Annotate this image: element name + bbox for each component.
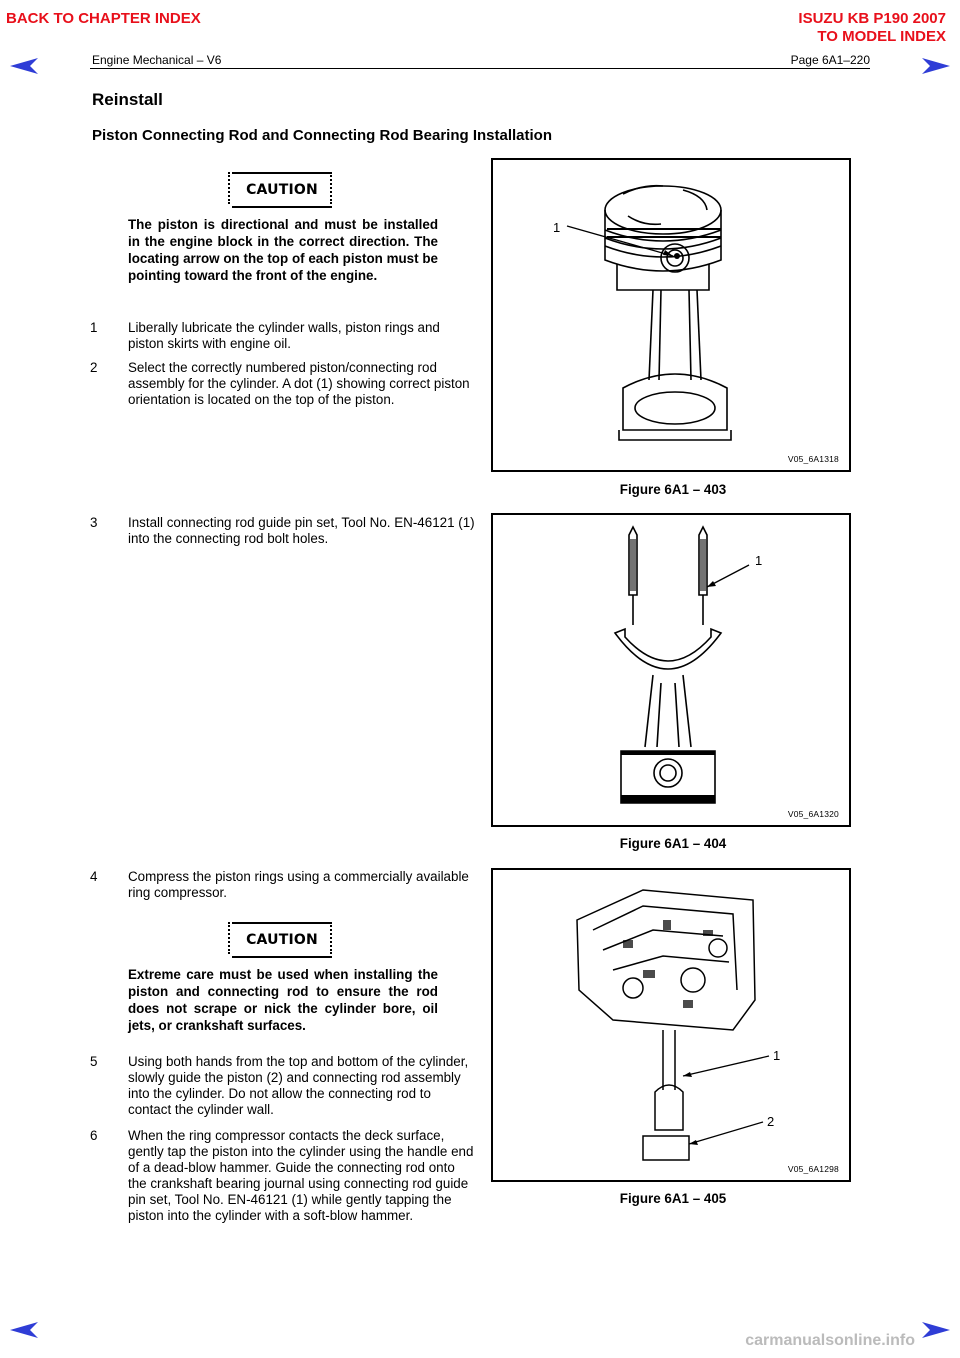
model-index-link[interactable] [798,10,946,46]
callout-label: 1 [773,1048,781,1063]
running-header-left: Engine Mechanical – V6 [92,53,222,67]
step-number: 6 [90,1128,98,1143]
step-text: Compress the piston rings using a commercially available ring compressor. [128,869,469,900]
prev-page-arrow-icon[interactable] [10,58,38,74]
figure-caption: Figure 6A1 – 404 [619,836,727,851]
prev-page-arrow-icon[interactable] [10,1322,38,1338]
step-text: Install connecting rod guide pin set, Tool No. EN-46121 (1) into the connecting rod bolt holes. [128,515,475,546]
callout-label: 2 [767,1114,775,1129]
next-page-arrow-icon[interactable] [922,58,950,74]
caution-label: CAUTION [246,932,318,948]
piston-rod-illustration [493,160,849,470]
step-item [90,1054,475,1118]
figure-guide-pin-set [491,513,851,827]
figure-caption: Figure 6A1 – 403 [619,482,727,497]
caution-label: CAUTION [246,182,318,198]
footer-watermark: carmanualsonline.info [745,1332,915,1349]
caution-badge [232,172,332,208]
model-index-line2: TO MODEL INDEX [817,28,946,45]
figure-code: V05_6A1318 [787,454,839,464]
caution-text: The piston is directional and must be installed in the engine block in the correct direction. The locating arrow on the top of each piston must be pointing toward the front of the engine. [128,217,438,283]
step-text: Liberally lubricate the cylinder walls, piston rings and piston skirts with engine oil. [128,320,440,351]
running-header-right: Page 6A1–220 [790,53,870,67]
guide-pin-illustration [493,515,849,825]
section-title: Reinstall [92,90,163,109]
step-item [90,869,475,901]
callout-label: 1 [553,220,561,235]
step-item [90,360,475,408]
figure-code: V05_6A1320 [787,809,839,819]
caution-badge [232,922,332,958]
header-rule [90,68,870,69]
step-number: 4 [90,869,98,884]
step-number: 3 [90,515,98,530]
subsection-title: Piston Connecting Rod and Connecting Rod Bearing Installation [92,127,552,144]
step-number: 1 [90,320,98,335]
figure-piston-connecting-rod [491,158,851,472]
step-text: When the ring compressor contacts the deck surface, gently tap the piston into the cylinder using the handle end of a dead-blow hammer. Guide the connecting rod onto the crankshaft bearing journal using connecting rod guide pin set, Tool No. EN-46121 (1) while gently tapping the piston into the cylinder with a soft-blow hammer. [128,1128,474,1223]
next-page-arrow-icon[interactable] [922,1322,950,1338]
caution-text: Extreme care must be used when installing the piston and connecting rod to ensure the rod does not scrape or nick the cylinder bore, oil jets, or crankshaft surfaces. [128,967,438,1033]
callout-label: 1 [755,553,763,568]
step-number: 5 [90,1054,98,1069]
figure-caption: Figure 6A1 – 405 [619,1191,727,1206]
step-text: Select the correctly numbered piston/connecting rod assembly for the cylinder. A dot (1) showing correct piston orientation is located on the top of the piston. [128,360,470,407]
figure-engine-block-install [491,868,851,1182]
engine-block-illustration [493,870,849,1180]
figure-code: V05_6A1298 [787,1164,839,1174]
step-item [90,1128,475,1224]
back-to-chapter-index-link[interactable]: BACK TO CHAPTER INDEX [6,10,201,27]
step-item [90,515,475,547]
step-item [90,320,475,352]
model-index-line1: ISUZU KB P190 2007 [798,10,946,27]
step-number: 2 [90,360,98,375]
step-text: Using both hands from the top and bottom of the cylinder, slowly guide the piston (2) and connecting rod assembly into the cylinder. Do not allow the connecting rod to contact the cylinder wall. [128,1054,469,1117]
